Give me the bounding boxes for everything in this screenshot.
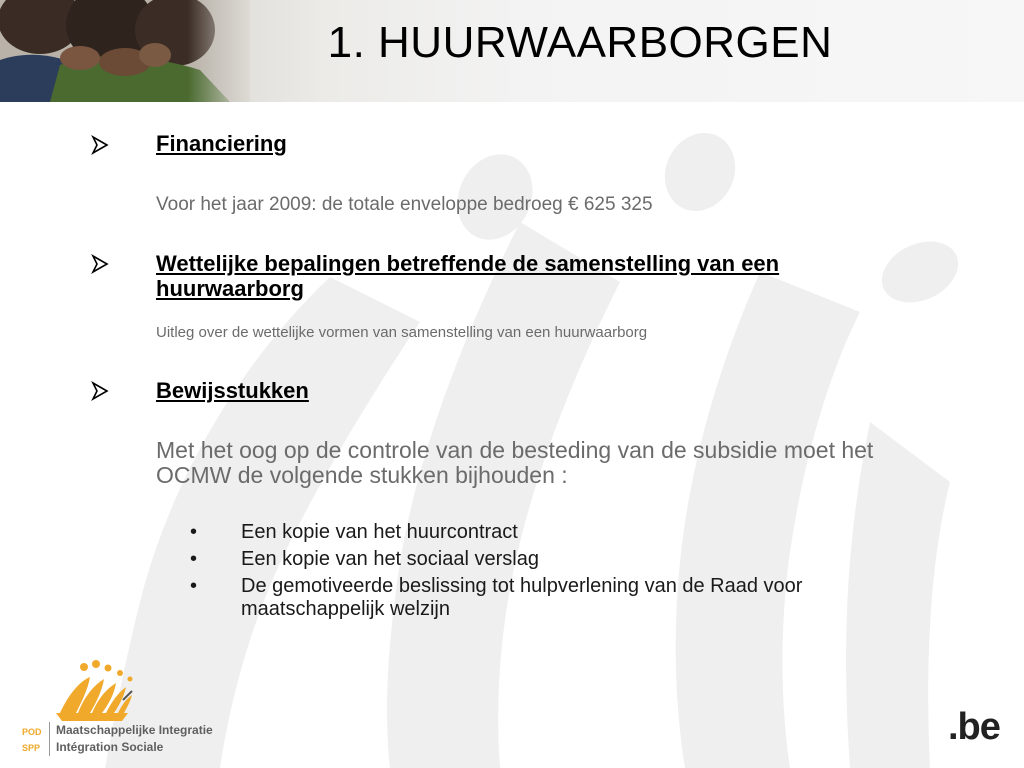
section-text-financiering: Voor het jaar 2009: de totale enveloppe bedroeg € 625 325	[156, 194, 653, 215]
org-name-nl: Maatschappelijke Integratie	[56, 723, 213, 737]
section-heading-bewijsstukken: Bewijsstukken	[156, 378, 309, 403]
list-item	[190, 548, 910, 571]
list-bullet-icon: •	[190, 575, 198, 597]
slide-title: 1. HUURWAARBORGEN	[327, 18, 833, 67]
logo-divider	[49, 722, 50, 756]
section-text-bewijsstukken: Met het oog op de controle van de besteding van de subsidie moet het OCMW de volgende stukken bijhouden :	[156, 437, 874, 488]
bewijsstukken-list	[190, 521, 910, 625]
section-heading-wettelijke-bepalingen: Wettelijke bepalingen betreffende de samenstelling van een huurwaarborg	[156, 251, 780, 301]
org-name-fr: Intégration Sociale	[56, 740, 164, 754]
arrow-bullet-icon	[90, 135, 110, 155]
be-logo: .be	[948, 706, 1000, 748]
list-bullet-icon: •	[190, 548, 198, 570]
spp-label: SPP	[22, 743, 41, 753]
list-item	[190, 521, 910, 544]
list-item-text: Een kopie van het huurcontract	[241, 521, 518, 543]
list-item	[190, 575, 910, 621]
arrow-bullet-icon	[90, 254, 110, 274]
arrow-bullet-icon	[90, 381, 110, 401]
list-item-text: Een kopie van het sociaal verslag	[241, 548, 539, 570]
section-heading-financiering: Financiering	[156, 131, 287, 156]
list-bullet-icon: •	[190, 521, 198, 543]
pod-label: POD	[22, 727, 42, 737]
list-item-text: De gemotiveerde beslissing tot hulpverlening van de Raad voor maatschappelijk welzijn	[241, 575, 803, 620]
section-text-wettelijke-bepalingen: Uitleg over de wettelijke vormen van samenstelling van een huurwaarborg	[156, 324, 648, 341]
